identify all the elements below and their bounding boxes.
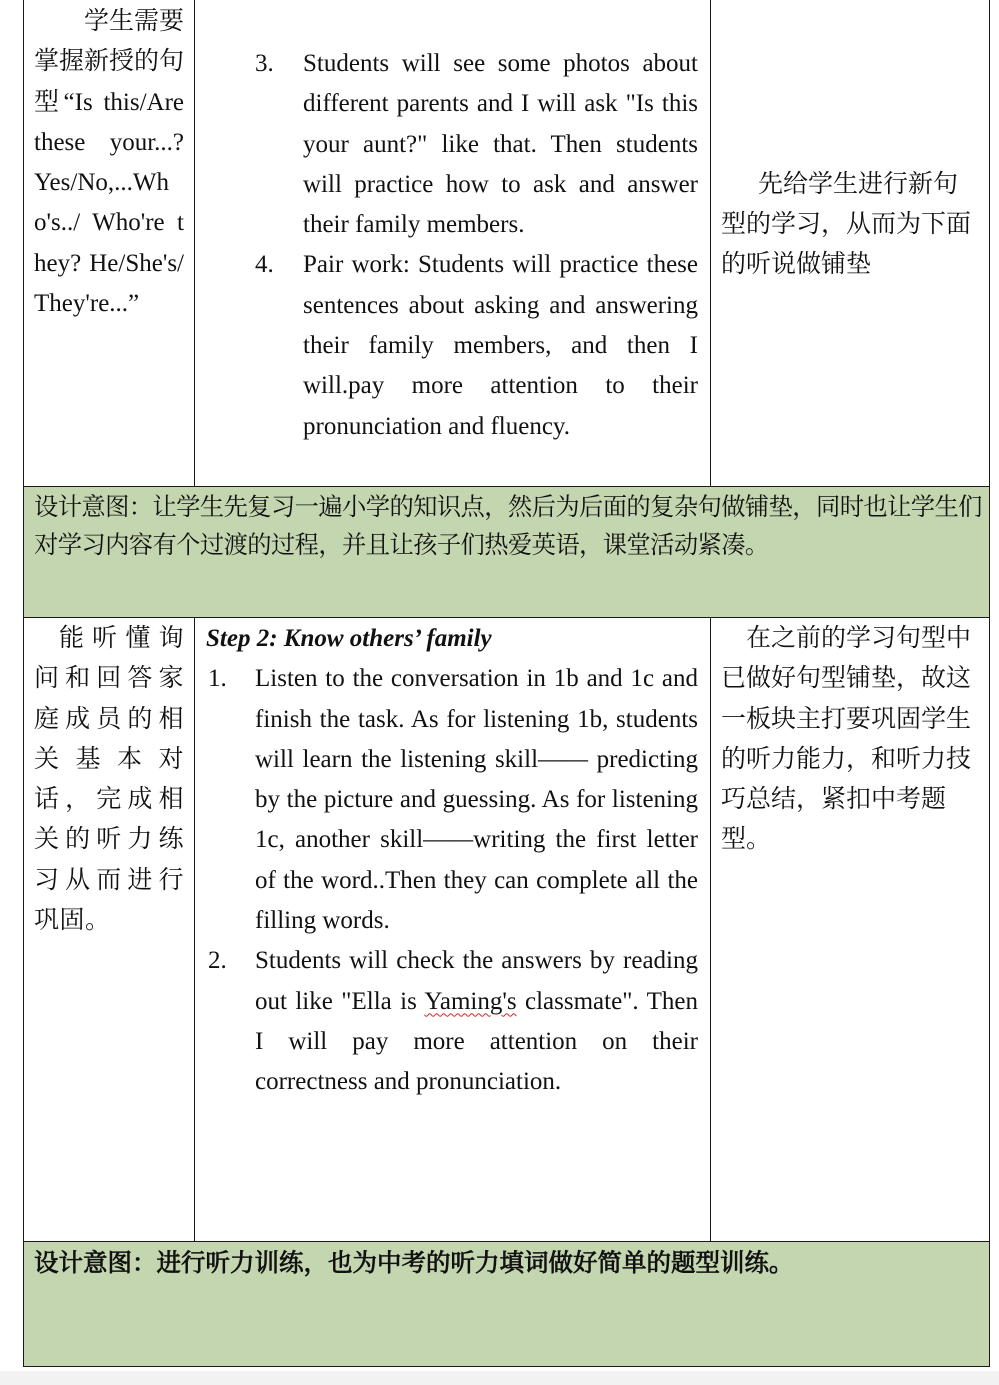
column-divider-2 bbox=[710, 0, 711, 487]
activity-text: Listen to the conversation in 1b and 1c and finish the task. As for listening 1b, students will learn the listening skill—— predicting by the picture and guessing. As for listening 1c, another skill——writing the first letter of the word..Then they can complete all the filling words. bbox=[255, 665, 698, 935]
activity-item-4 bbox=[252, 245, 698, 446]
step-title: Step 2: Know others’ family bbox=[206, 625, 492, 652]
activity-text-before: Students will check the answers by reading out like "Ella is bbox=[255, 947, 698, 1015]
column-divider-2 bbox=[710, 617, 711, 1242]
intent-text-1: 设计意图：让学生先复习一遍小学的知识点，然后为后面的复杂句做铺垫，同时也让学生们对学习内容有个过渡的过程，并且让孩子们热爱英语，课堂活动紧凑。 bbox=[34, 492, 982, 559]
page-bottom-edge bbox=[0, 1371, 999, 1385]
activity-number: 3. bbox=[255, 50, 274, 77]
row1-activity-list bbox=[252, 44, 698, 447]
activity-number: 1. bbox=[208, 665, 227, 693]
row1-objective-cell: 学生需要掌握新授的句型“Is this/Are these your...? Yes/No,...Who's../ Who're they? He/She's/ They're...” bbox=[34, 8, 185, 318]
activity-text: Students will see some photos about different parents and I will ask "Is this your aunt?" like that. Then students will practice how to ask and answer their family members. bbox=[303, 50, 698, 239]
activity-item-3 bbox=[252, 44, 698, 245]
column-divider-1 bbox=[194, 0, 195, 487]
row2-activity-list bbox=[206, 659, 698, 1102]
row1-purpose-cell: 先给学生进行新句型的学习，从而为下面的听说做铺垫 bbox=[721, 169, 972, 278]
row2-objective-cell: 能听懂询问和回答家庭成员的相关基本对话，完成相关的听力练习从而进行巩固。 bbox=[34, 623, 184, 935]
activity-text-after: classmate". Then I will pay more attention on their correctness and pronunciation. bbox=[255, 987, 698, 1096]
activity-text: Pair work: Students will practice these sentences about asking and answering their family members, and then I will.pay more attention to their pronunciation and fluency. bbox=[303, 251, 698, 440]
table-border-left bbox=[23, 0, 24, 1367]
column-divider-1 bbox=[194, 617, 195, 1242]
row-divider bbox=[23, 486, 990, 487]
row2-activity-cell bbox=[206, 619, 698, 1103]
intent-text-2: 设计意图：进行听力训练，也为中考的听力填词做好简单的题型训练。 bbox=[34, 1248, 794, 1277]
table-border-bottom bbox=[23, 1366, 990, 1367]
activity-text bbox=[255, 941, 698, 1102]
row-divider bbox=[23, 1241, 990, 1242]
activity-number: 4. bbox=[255, 251, 274, 279]
spellcheck-marked-word: Yaming's bbox=[424, 987, 517, 1015]
activity-item-2 bbox=[206, 941, 698, 1102]
table-border-right bbox=[989, 0, 990, 1367]
row-divider bbox=[23, 617, 990, 618]
activity-number: 2. bbox=[208, 947, 227, 975]
activity-item-1 bbox=[206, 659, 698, 941]
row2-purpose-cell: 在之前的学习句型中已做好句型铺垫，故这一板块主打要巩固学生的听力能力，和听力技巧总结，紧扣中考题型。 bbox=[721, 623, 972, 854]
